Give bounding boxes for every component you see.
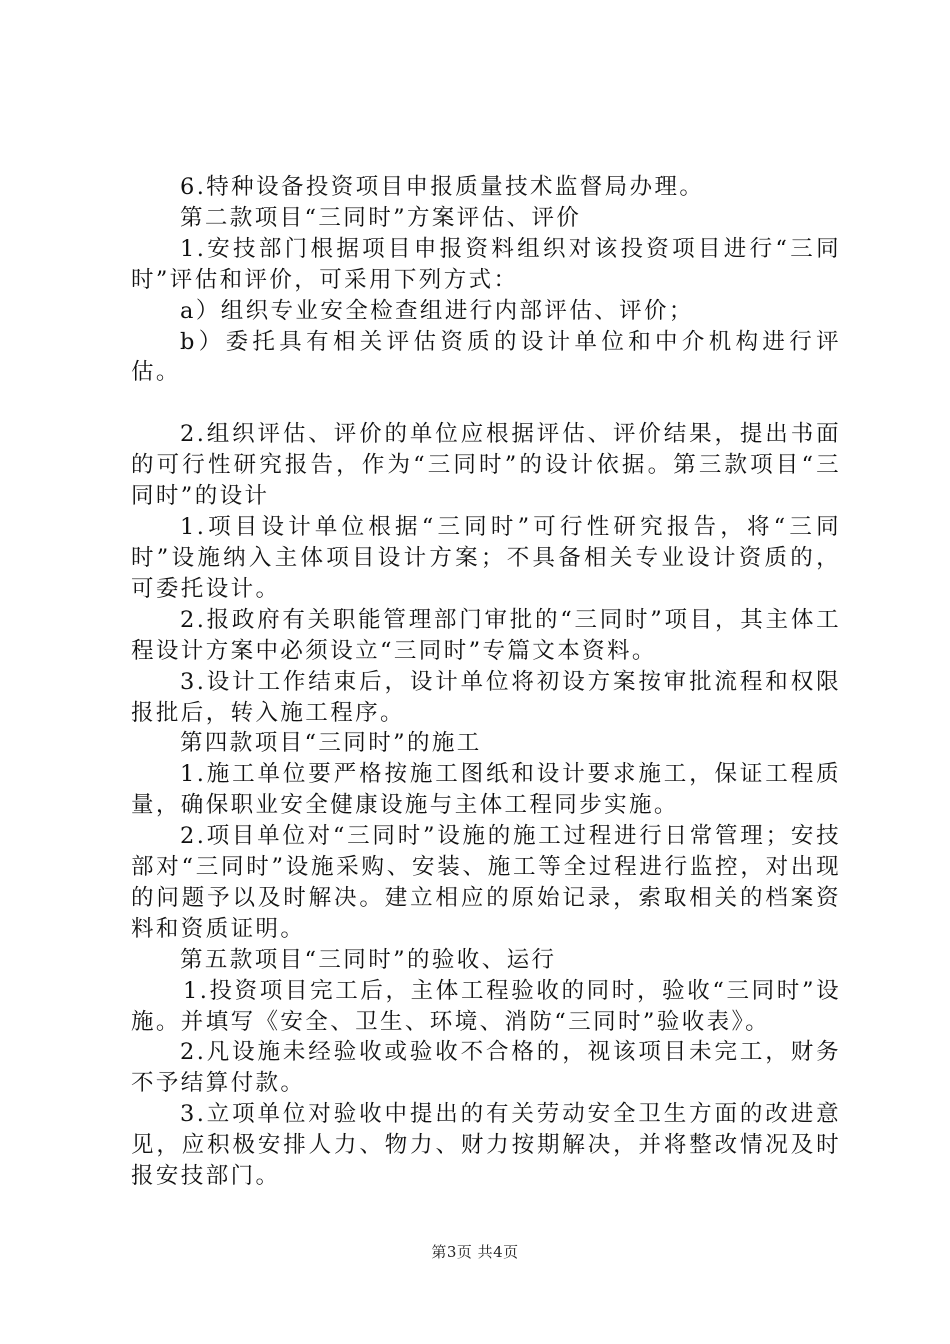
- paragraph-acceptance-1: 1.投资项目完工后，主体工程验收的同时，验收“三同时”设施。并填写《安全、卫生、环境、消防“三同时”验收表》。: [131, 977, 841, 1035]
- document-body: [131, 172, 841, 1192]
- section-heading-4: 第四款项目“三同时”的施工: [180, 730, 482, 757]
- paragraph-design-2: 2.报政府有关职能管理部门审批的“三同时”项目，其主体工程设计方案中必须设立“三同时”专篇文本资料。: [131, 606, 841, 664]
- paragraph-option-a: a）组织专业安全检查组进行内部评估、评价；: [180, 297, 694, 324]
- section-heading-5: 第五款项目“三同时”的验收、运行: [180, 946, 557, 973]
- paragraph-acceptance-2: 2.凡设施未经验收或验收不合格的，视该项目未完工，财务不予结算付款。: [131, 1039, 841, 1097]
- paragraph-option-b: b）委托具有相关评估资质的设计单位和中介机构进行评估。: [131, 328, 841, 386]
- paragraph-construction-2: 2.项目单位对“三同时”设施的施工过程进行日常管理；安技部对“三同时”设施采购、安装、施工等全过程进行监控，对出现的问题予以及时解决。建立相应的原始记录，索取相关的档案资料和资质证明。: [131, 823, 841, 942]
- paragraph-item-6: 6.特种设备投资项目申报质量技术监督局办理。: [180, 174, 705, 200]
- page-number-footer: 第3页 共4页: [431, 1243, 519, 1261]
- paragraph-acceptance-3: 3.立项单位对验收中提出的有关劳动安全卫生方面的改进意见，应积极安排人力、物力、财力按期解决，并将整改情况及时报安技部门。: [131, 1101, 841, 1190]
- section-heading-2: 第二款项目“三同时”方案评估、评价: [180, 204, 582, 231]
- paragraph-design-3: 3.设计工作结束后，设计单位将初设方案按审批流程和权限报批后，转入施工程序。: [131, 668, 841, 726]
- paragraph-assessment-1: 1.安技部门根据项目申报资料组织对该投资项目进行“三同时”评估和评价，可采用下列方式：: [131, 235, 841, 293]
- paragraph-assessment-2: 2.组织评估、评价的单位应根据评估、评价结果，提出书面的可行性研究报告，作为“三同时”的设计依据。第三款项目“三同时”的设计: [131, 421, 841, 510]
- paragraph-construction-1: 1.施工单位要严格按施工图纸和设计要求施工，保证工程质量，确保职业安全健康设施与主体工程同步实施。: [131, 761, 841, 819]
- paragraph-design-1: 1.项目设计单位根据“三同时”可行性研究报告，将“三同时”设施纳入主体项目设计方案；不具备相关专业设计资质的，可委托设计。: [131, 514, 841, 602]
